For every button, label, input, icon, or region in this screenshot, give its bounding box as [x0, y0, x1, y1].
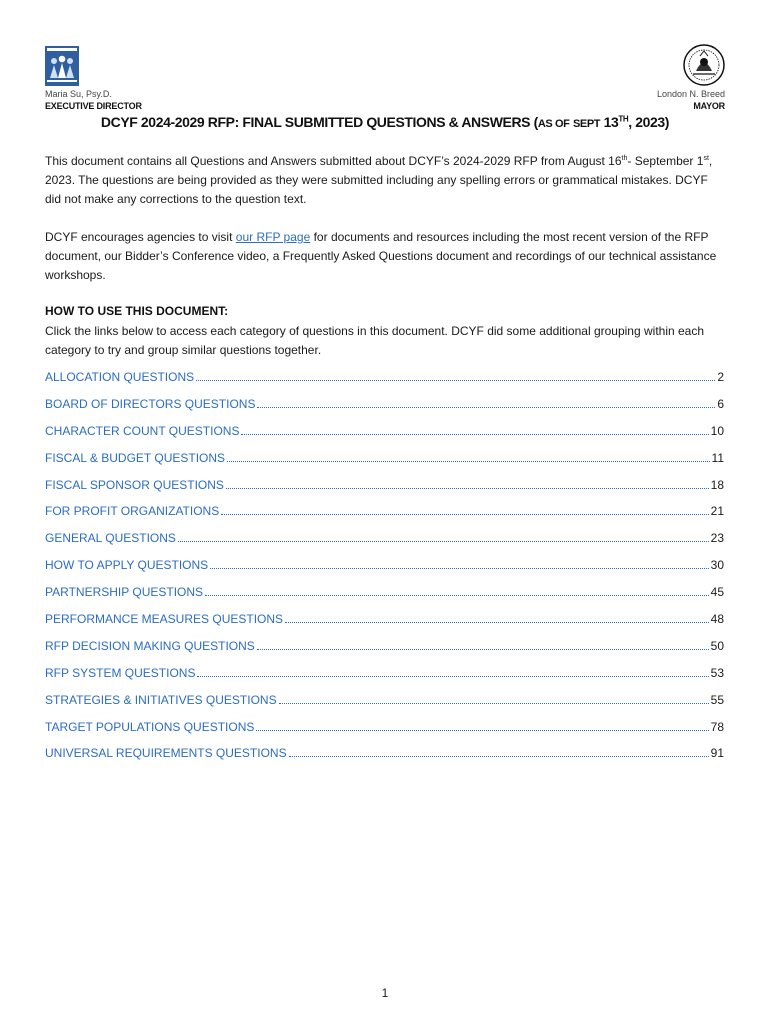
toc-entry[interactable]: [45, 666, 724, 693]
toc-dot-leader: [210, 559, 708, 569]
toc-dot-leader: [257, 640, 709, 650]
toc-entry-page: 55: [710, 692, 724, 707]
toc-entry-page: 50: [710, 638, 724, 653]
toc-entry-page: 23: [710, 531, 724, 546]
mayor-title: MAYOR: [693, 101, 725, 111]
toc-entry-page: 48: [710, 612, 724, 627]
toc-entry-label[interactable]: RFP DECISION MAKING QUESTIONS: [45, 638, 255, 653]
toc-dot-leader: [227, 452, 709, 462]
rfp-page-link[interactable]: our RFP page: [235, 230, 311, 244]
toc-entry-label[interactable]: ALLOCATION QUESTIONS: [45, 370, 195, 384]
toc-entry[interactable]: [45, 585, 724, 612]
toc-entry-label[interactable]: UNIVERSAL REQUIREMENTS QUESTIONS: [45, 746, 287, 761]
intro-paragraph-2: DCYF encourages agencies to visit our RFP page for documents and resources including the most recent version of the RFP document, our Bidder’s Conference video, a Frequently Asked Questions document and recordings of our technical assistance workshops.: [45, 230, 717, 282]
dcyf-logo-icon: [45, 46, 79, 86]
toc-entry[interactable]: [45, 639, 724, 666]
how-to-paragraph: Click the links below to access each category of questions in this document. DCYF did some additional grouping within each category to try and group similar questions together.: [45, 324, 705, 357]
toc-dot-leader: [196, 371, 715, 381]
toc-entry-label[interactable]: TARGET POPULATIONS QUESTIONS: [45, 719, 255, 734]
director-name: Maria Su, Psy.D.: [45, 89, 112, 99]
how-to-heading: HOW TO USE THIS DOCUMENT:: [45, 304, 229, 318]
toc-entry-page: 21: [710, 504, 724, 519]
table-of-contents: [45, 370, 724, 773]
toc-entry-label[interactable]: FOR PROFIT ORGANIZATIONS: [45, 504, 220, 519]
toc-entry-label[interactable]: CHARACTER COUNT QUESTIONS: [45, 423, 240, 438]
toc-entry[interactable]: [45, 397, 724, 424]
toc-entry-page: 78: [710, 719, 724, 734]
toc-entry[interactable]: [45, 370, 724, 397]
toc-entry-label[interactable]: FISCAL SPONSOR QUESTIONS: [45, 477, 224, 492]
toc-entry-label[interactable]: PARTNERSHIP QUESTIONS: [45, 585, 204, 600]
toc-dot-leader: [197, 667, 708, 677]
director-title: EXECUTIVE DIRECTOR: [45, 101, 142, 111]
toc-dot-leader: [241, 425, 708, 435]
executive-director-signature: [45, 88, 142, 112]
toc-entry[interactable]: [45, 504, 724, 531]
toc-entry-page: 18: [710, 477, 724, 492]
toc-dot-leader: [256, 721, 708, 731]
toc-entry-label[interactable]: FISCAL & BUDGET QUESTIONS: [45, 450, 226, 465]
toc-entry-page: 10: [710, 423, 724, 438]
toc-entry[interactable]: [45, 612, 724, 639]
toc-entry[interactable]: [45, 424, 724, 451]
toc-entry[interactable]: [45, 693, 724, 720]
document-title: DCYF 2024-2029 RFP: FINAL SUBMITTED QUESTIONS & ANSWERS (AS OF SEPT 13TH, 2023): [100, 114, 670, 130]
toc-entry-label[interactable]: PERFORMANCE MEASURES QUESTIONS: [45, 612, 284, 627]
city-seal-icon: [683, 44, 725, 86]
toc-entry[interactable]: [45, 531, 724, 558]
toc-entry-label[interactable]: BOARD OF DIRECTORS QUESTIONS: [45, 396, 256, 411]
toc-entry-label[interactable]: STRATEGIES & INITIATIVES QUESTIONS: [45, 692, 277, 707]
toc-entry-label[interactable]: RFP SYSTEM QUESTIONS: [45, 665, 196, 680]
toc-dot-leader: [178, 532, 709, 542]
toc-dot-leader: [226, 479, 709, 489]
toc-entry-page: 53: [710, 665, 724, 680]
toc-entry-page: 6: [717, 396, 724, 411]
toc-entry[interactable]: [45, 746, 724, 773]
toc-entry[interactable]: [45, 720, 724, 747]
mayor-name: London N. Breed: [656, 89, 725, 99]
toc-entry[interactable]: [45, 451, 724, 478]
mayor-signature: [657, 88, 725, 112]
toc-entry-label[interactable]: GENERAL QUESTIONS: [45, 531, 176, 546]
toc-dot-leader: [257, 398, 715, 408]
toc-dot-leader: [289, 747, 709, 757]
toc-dot-leader: [279, 694, 709, 704]
page-number: 1: [381, 986, 389, 1000]
toc-entry[interactable]: [45, 558, 724, 585]
intro-paragraph-1: This document contains all Questions and Answers submitted about DCYF’s 2024-2029 RFP from August 16th- September 1st, 2023. The questions are being provided as they were submitted including any spelling errors or grammatical mistakes. DCYF did not make any corrections to the question text.: [45, 154, 713, 206]
toc-dot-leader: [205, 586, 709, 596]
toc-entry-label[interactable]: HOW TO APPLY QUESTIONS: [45, 558, 209, 573]
toc-dot-leader: [221, 505, 708, 515]
toc-entry-page: 91: [710, 746, 724, 761]
toc-entry-page: 45: [710, 585, 724, 600]
toc-entry-page: 30: [710, 558, 724, 573]
toc-entry-page: 11: [711, 450, 724, 465]
toc-entry-page: 2: [717, 370, 724, 384]
toc-entry[interactable]: [45, 478, 724, 505]
toc-dot-leader: [285, 613, 709, 623]
